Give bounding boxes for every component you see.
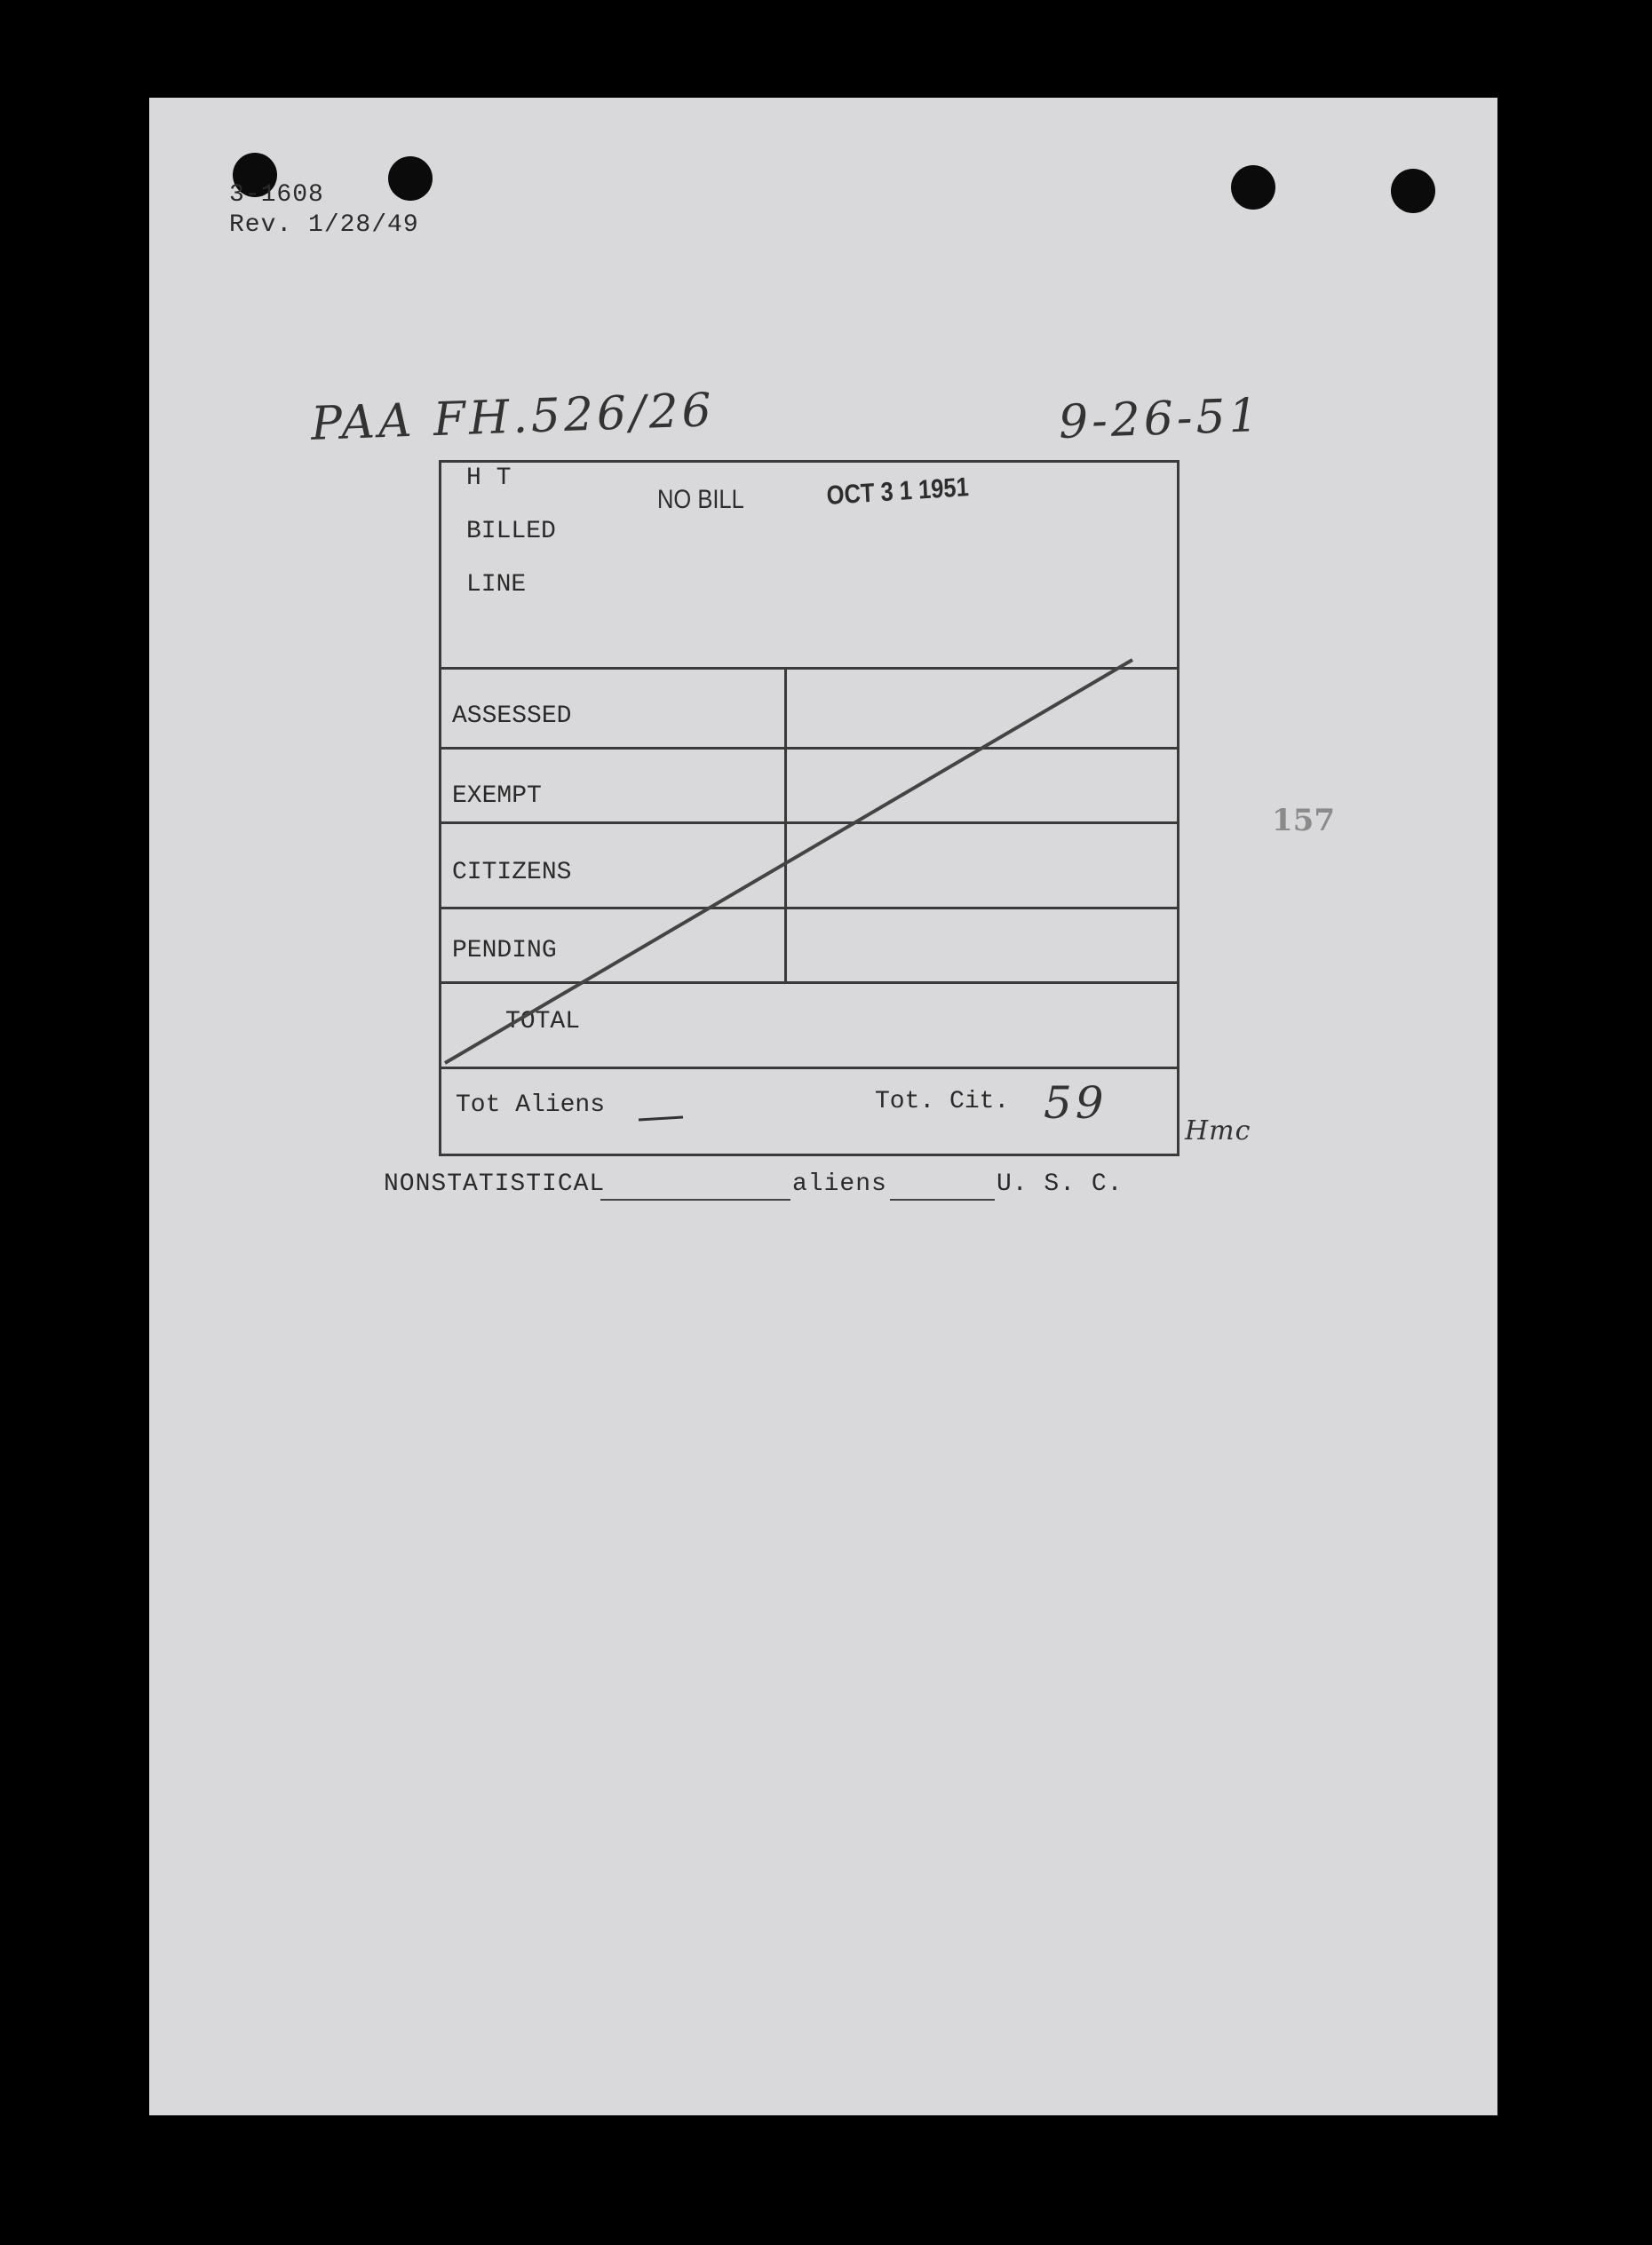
punch-hole <box>388 156 433 201</box>
revision-date: Rev. 1/28/49 <box>229 211 419 239</box>
header-line-line: LINE <box>466 571 527 599</box>
punch-hole <box>1231 165 1275 210</box>
usc-label: U. S. C. <box>997 1170 1124 1198</box>
header-line-billed: BILLED <box>466 518 556 545</box>
aliens-label: aliens <box>792 1170 887 1198</box>
handwritten-date: 9-26-51 <box>1058 389 1263 449</box>
tot-cit-label: Tot. Cit. <box>875 1088 1010 1115</box>
handwritten-initials: Hmc <box>1185 1115 1251 1146</box>
total-label: TOTAL <box>505 1008 581 1035</box>
no-bill-stamp: NO BILL <box>657 485 744 514</box>
nonstatistical-label: NONSTATISTICAL <box>384 1170 606 1198</box>
tot-cit-value: 59 <box>1044 1077 1108 1129</box>
tally-form <box>439 460 1179 1156</box>
aliens-blank <box>890 1199 995 1201</box>
page-number: 157 <box>1272 803 1335 838</box>
row-assessed-label: ASSESSED <box>452 702 572 730</box>
nonstatistical-blank <box>600 1199 790 1201</box>
date-stamp: OCT 3 1 1951 <box>826 472 970 511</box>
header-line-ht: H T <box>466 464 512 492</box>
punch-hole <box>1391 169 1435 213</box>
row-pending-label: PENDING <box>452 937 557 964</box>
row-exempt-label: EXEMPT <box>452 782 542 810</box>
handwritten-reference: PAA FH.526/26 <box>310 384 716 451</box>
row-citizens-label: CITIZENS <box>452 859 572 886</box>
form-number: 3-1608 <box>229 181 324 209</box>
tot-aliens-label: Tot Aliens <box>456 1091 606 1119</box>
cancel-diagonal-line <box>441 463 1182 1159</box>
